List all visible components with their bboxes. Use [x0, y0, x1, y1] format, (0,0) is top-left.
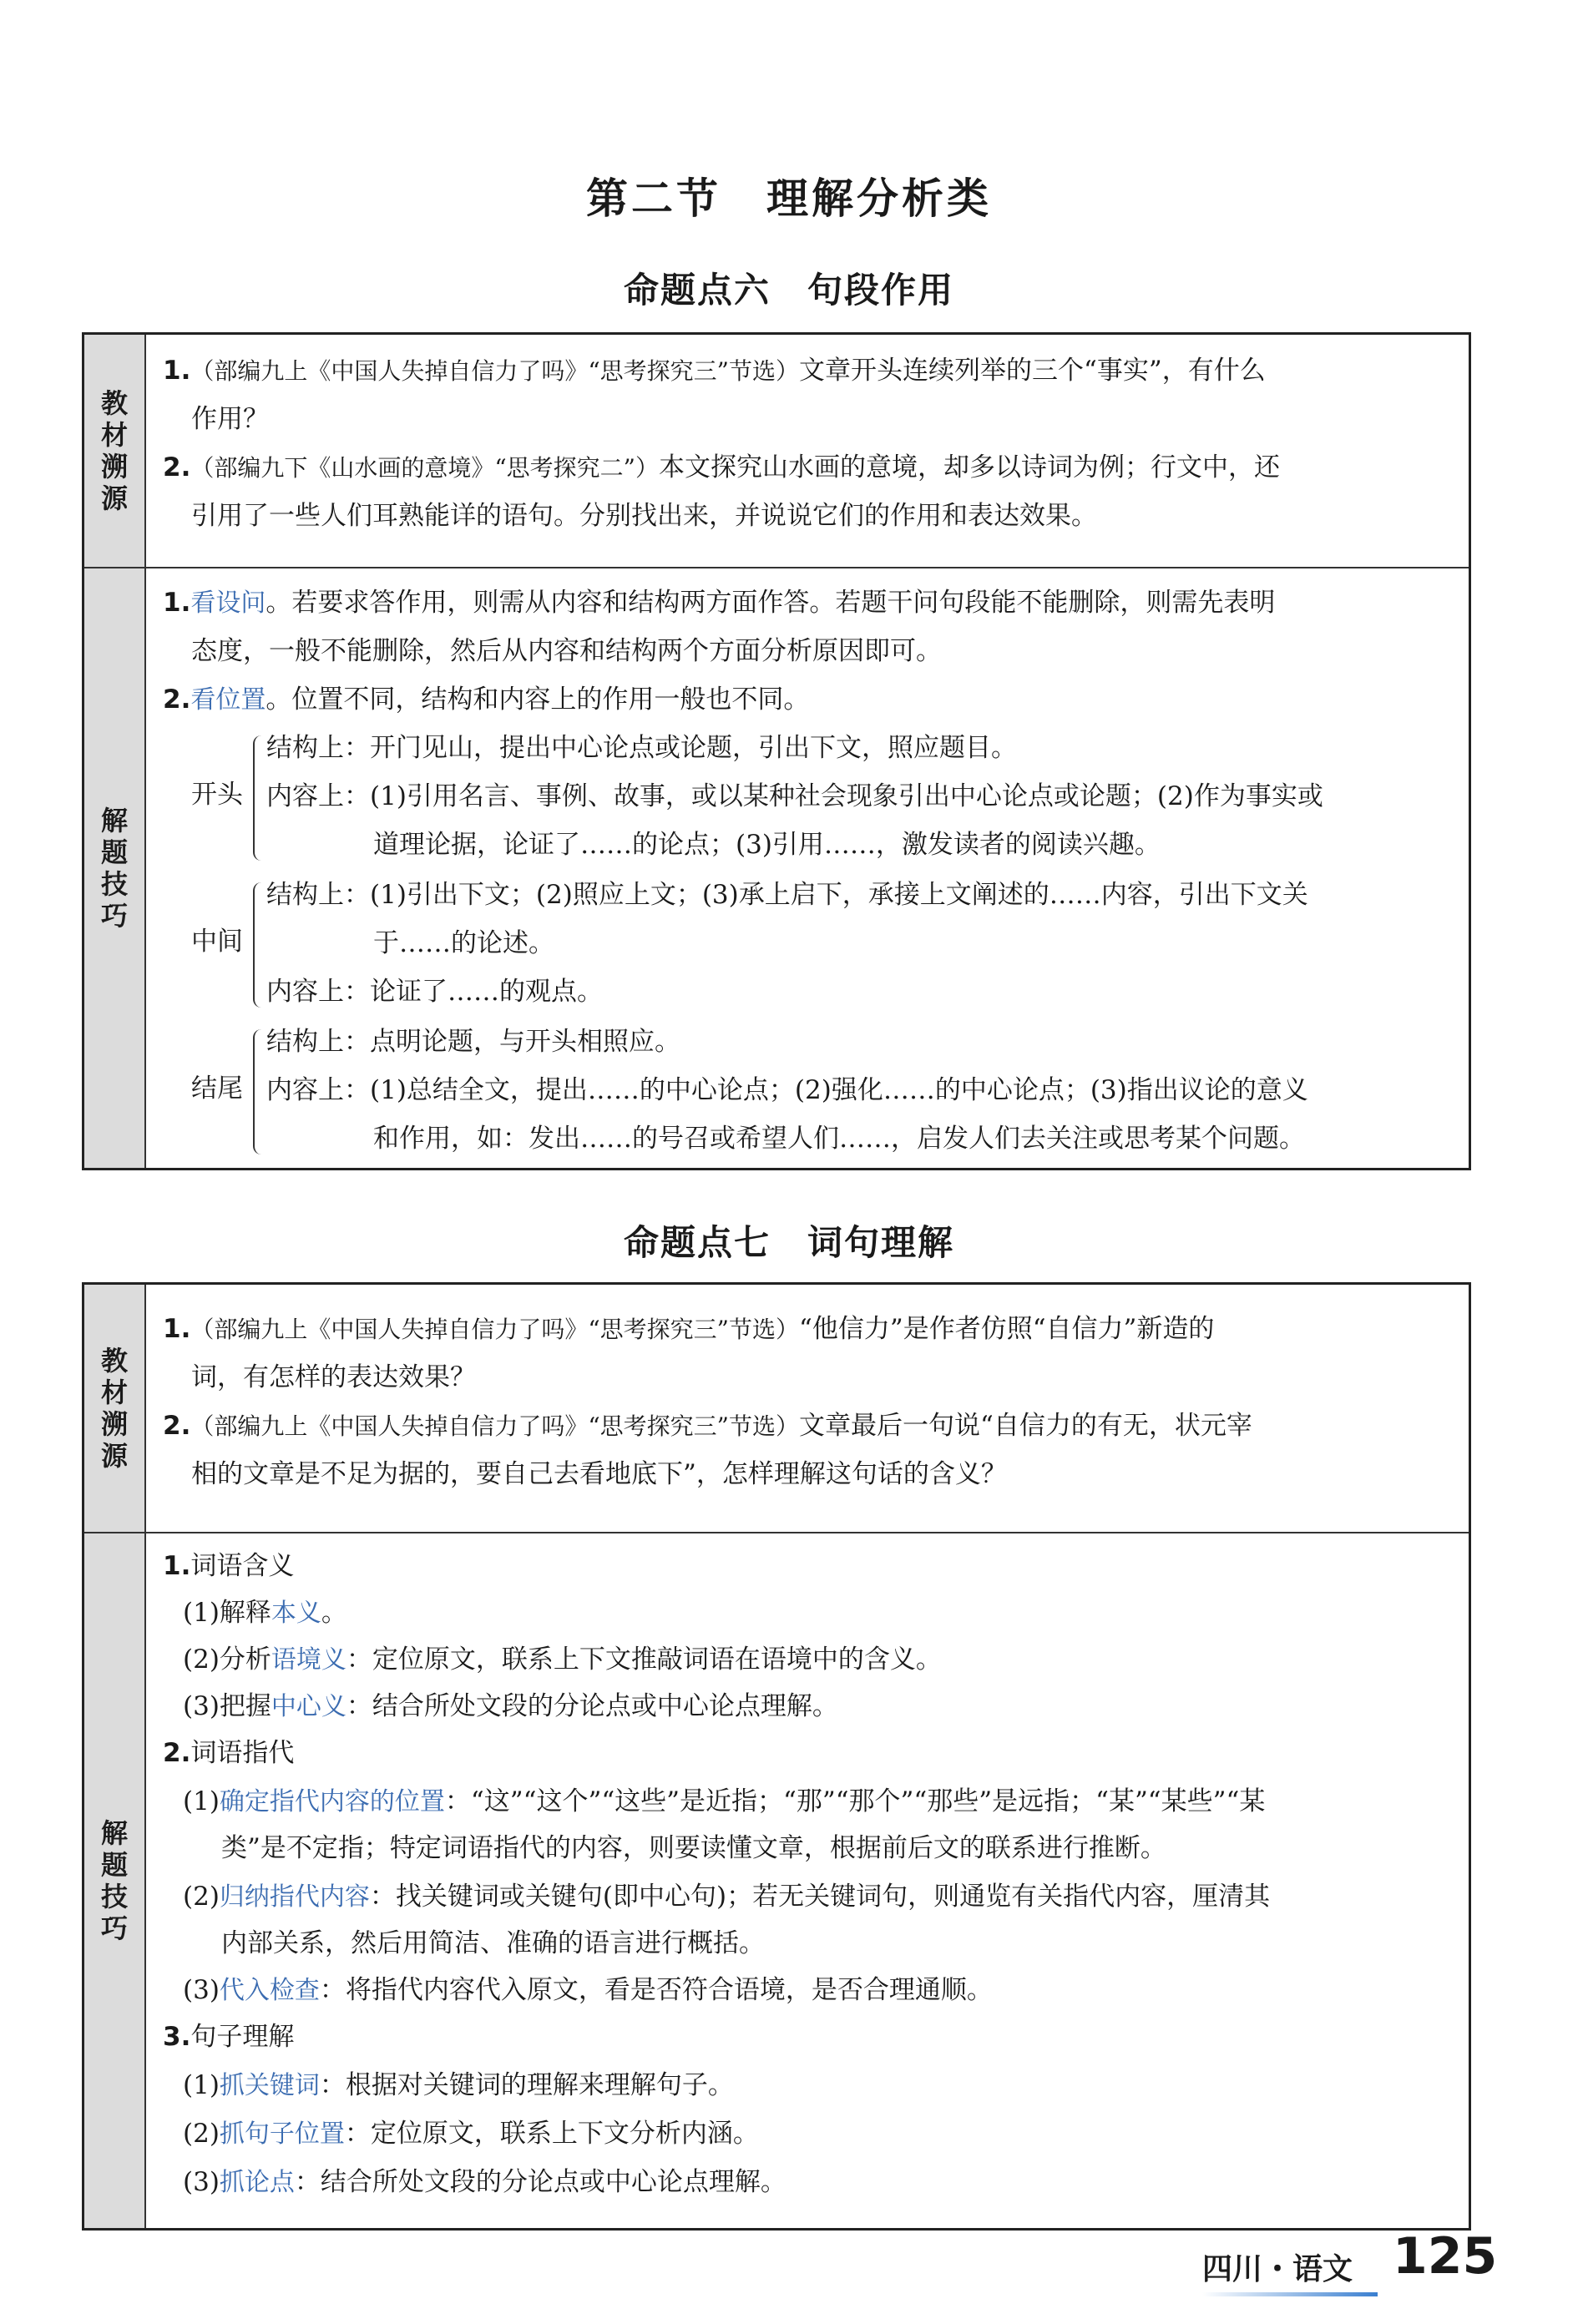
brace-label-start: 开头: [191, 780, 243, 810]
h3-item2-key: 抓句子位置: [219, 2119, 345, 2149]
h1-item2-pre: (2)分析: [183, 1644, 271, 1675]
point7-q1-line1: [163, 1305, 1214, 1354]
point7-tips-content: [144, 1533, 1469, 2228]
h3-item2-pre: (2): [183, 2119, 220, 2149]
point7-tips-label-text: 解题技巧: [100, 1817, 128, 1944]
point6-t1-line2: 态度，一般不能删除，然后从内容和结构两个方面分析原因即可。: [191, 636, 942, 666]
point6-q1-line1: [163, 346, 1266, 396]
point7-h3-item3: [183, 2158, 786, 2207]
h1-item1-post: 。: [321, 1598, 347, 1628]
point7-h3-text: 句子理解: [190, 2022, 295, 2052]
brace-middle-icon: [253, 882, 266, 1008]
point7-title: 命题点七 词句理解: [623, 1222, 954, 1263]
start-content1: 内容上：(1)引用名言、事例、故事，或以某种社会现象引出中心论点或论题；(2)作为事实或: [266, 781, 1323, 811]
point7-h1-text: 词语含义: [190, 1551, 295, 1581]
brace-end-icon: [253, 1029, 266, 1154]
h2-item1-key: 确定指代内容的位置: [219, 1787, 445, 1816]
h2-item2-pre: (2): [183, 1882, 220, 1912]
middle-structure2: 于……的论述。: [373, 928, 554, 958]
point7-source-label: [84, 1285, 146, 1532]
point7-h1: [163, 1542, 294, 1590]
start-content2: 道理论据，论证了……的论点；(3)引用……，激发读者的阅读兴趣。: [373, 830, 1161, 860]
point7-q1-num: 1.: [163, 1314, 191, 1344]
h2-item1-pre: (1): [183, 1786, 220, 1816]
point7-h3: [163, 2013, 294, 2061]
h1-item3-pre: (3)把握: [183, 1691, 271, 1721]
section-title: 第二节 理解分析类: [586, 174, 992, 223]
point7-h1-item1: [183, 1589, 347, 1638]
point6-tips-content: [144, 568, 1469, 1168]
h3-item3-pre: (3): [183, 2167, 220, 2197]
point6-source-row: [84, 335, 1469, 567]
start-structure: 结构上：开门见山，提出中心论点或论题，引出下文，照应题目。: [266, 733, 1017, 763]
brace-label-end: 结尾: [191, 1074, 243, 1104]
point6-q2-line1: [163, 443, 1280, 493]
point6-tips-label: [84, 568, 146, 1168]
h2-item2-text1: ：找关键词或关键句(即中心句)；若无关键词句，则通览有关指代内容，厘清其: [369, 1882, 1271, 1912]
h1-item1-key: 本义: [271, 1599, 321, 1628]
point6-t1-key: 看设问: [190, 589, 266, 618]
point7-tips-label: [84, 1533, 146, 2228]
point6-t2-text: 。位置不同，结构和内容上的作用一般也不同。: [266, 685, 810, 715]
point6-q1-source: （部编九上《中国人失掉自信力了吗》“思考探究三”节选）: [190, 357, 799, 385]
middle-content: 内容上：论证了……的观点。: [266, 977, 603, 1007]
h2-item3-pre: (3): [183, 1975, 220, 2005]
point6-q2-text1: 本文探究山水画的意境，却多以诗词为例；行文中，还: [659, 452, 1280, 482]
point6-q1-num: 1.: [163, 356, 191, 386]
point6-q1-line2: 作用？: [191, 404, 269, 434]
point6-source-label: [84, 335, 146, 567]
h3-item3-key: 抓论点: [219, 2168, 295, 2197]
point6-t2-num: 2.: [163, 685, 191, 715]
point7-h3-num: 3.: [163, 2022, 191, 2052]
point6-t1-line1: [163, 578, 1275, 628]
point6-tips-row: [84, 567, 1469, 1168]
footer-region: 四川・语文: [1202, 2252, 1353, 2286]
point7-h1-num: 1.: [163, 1551, 191, 1581]
point7-h2-item1-line2: 类”是不定指；特定词语指代的内容，则要读懂文章，根据前后文的联系进行推断。: [221, 1833, 1166, 1863]
point7-h2: [163, 1729, 294, 1777]
page-number: 125: [1393, 2227, 1498, 2286]
point7-q2-line1: [163, 1402, 1252, 1451]
point7-h3-item2: [183, 2109, 759, 2159]
point6-tips-label-text: 解题技巧: [100, 805, 128, 932]
point7-q2-line2: 相的文章是不足为据的，要自己去看地底下”，怎样理解这句话的含义？: [191, 1459, 1007, 1489]
h3-item3-post: ：结合所处文段的分论点或中心论点理解。: [294, 2167, 786, 2197]
point7-h1-item3: [183, 1682, 838, 1731]
point6-box: [82, 332, 1471, 1170]
point7-tips-row: [84, 1532, 1469, 2228]
h3-item1-key: 抓关键词: [219, 2071, 320, 2100]
h2-item1-text1: ：“这”“这个”“这些”是近指；“那”“那个”“那些”是远指；“某”“某些”“某: [444, 1786, 1266, 1816]
point7-source-content: [144, 1285, 1469, 1532]
point7-h1-item2: [183, 1635, 942, 1685]
point7-h2-item2-line1: [183, 1872, 1270, 1922]
middle-structure1: 结构上：(1)引出下文；(2)照应上文；(3)承上启下，承接上文阐述的……内容，引出下文关: [266, 880, 1308, 910]
point6-t2-key: 看位置: [190, 685, 266, 715]
brace-label-middle: 中间: [191, 927, 243, 957]
point7-q1-source: （部编九上《中国人失掉自信力了吗》“思考探究三”节选）: [190, 1316, 799, 1343]
end-content2: 和作用，如：发出……的号召或希望人们……，启发人们去关注或思考某个问题。: [373, 1124, 1305, 1154]
point7-q2-num: 2.: [163, 1411, 191, 1441]
point7-h2-text: 词语指代: [190, 1738, 295, 1768]
point7-h2-num: 2.: [163, 1738, 191, 1768]
point6-q2-source: （部编九下《山水画的意境》“思考探究二”）: [190, 454, 659, 482]
point7-h2-item2-line2: 内部关系，然后用简洁、准确的语言进行概括。: [221, 1928, 765, 1958]
point7-q2-source: （部编九上《中国人失掉自信力了吗》“思考探究三”节选）: [190, 1412, 799, 1440]
h1-item3-key: 中心义: [271, 1692, 346, 1721]
h1-item2-post: ：定位原文，联系上下文推敲词语在语境中的含义。: [346, 1644, 942, 1675]
point7-q2-text1: 文章最后一句说“自信力的有无，状元宰: [799, 1411, 1252, 1441]
point6-q2-line2: 引用了一些人们耳熟能详的语句。分别找出来，并说说它们的作用和表达效果。: [191, 501, 1097, 531]
point6-title: 命题点六 句段作用: [623, 270, 954, 311]
end-structure: 结构上：点明论题，与开头相照应。: [266, 1027, 680, 1057]
point7-h3-item1: [183, 2061, 734, 2110]
h2-item2-key: 归纳指代内容: [219, 1882, 370, 1912]
h3-item1-post: ：根据对关键词的理解来理解句子。: [319, 2070, 734, 2100]
point6-t2-line: [163, 675, 809, 725]
h3-item2-post: ：定位原文，联系上下文分析内涵。: [344, 2119, 759, 2149]
footer-rule: [1202, 2292, 1378, 2296]
point6-q1-text1: 文章开头连续列举的三个“事实”，有什么: [799, 356, 1266, 386]
point7-box: [82, 1282, 1471, 2231]
point7-source-row: [84, 1285, 1469, 1532]
point6-q2-num: 2.: [163, 452, 191, 482]
point7-h2-item1-line1: [183, 1777, 1265, 1826]
point6-t1-text1: 。若要求答作用，则需从内容和结构两方面作答。若题干问句段能不能删除，则需先表明: [266, 588, 1276, 618]
point7-q1-line2: 词，有怎样的表达效果？: [191, 1362, 476, 1392]
h3-item1-pre: (1): [183, 2070, 220, 2100]
brace-start-icon: [253, 735, 266, 861]
h2-item3-post: ：将指代内容代入原文，看是否符合语境，是否合理通顺。: [319, 1975, 993, 2005]
h2-item3-key: 代入检查: [219, 1976, 320, 2005]
point6-source-label-text: 教材溯源: [100, 387, 128, 514]
point6-t1-num: 1.: [163, 588, 191, 618]
point6-source-content: [144, 335, 1469, 567]
h1-item2-key: 语境义: [271, 1645, 346, 1675]
h1-item1-pre: (1)解释: [183, 1598, 271, 1628]
point7-q1-text1: “他信力”是作者仿照“自信力”新造的: [799, 1314, 1215, 1344]
point7-source-label-text: 教材溯源: [100, 1345, 128, 1472]
point7-h2-item3: [183, 1966, 993, 2015]
end-content1: 内容上：(1)总结全文，提出……的中心论点；(2)强化……的中心论点；(3)指出议论的意义: [266, 1075, 1308, 1105]
h1-item3-post: ：结合所处文段的分论点或中心论点理解。: [346, 1691, 838, 1721]
